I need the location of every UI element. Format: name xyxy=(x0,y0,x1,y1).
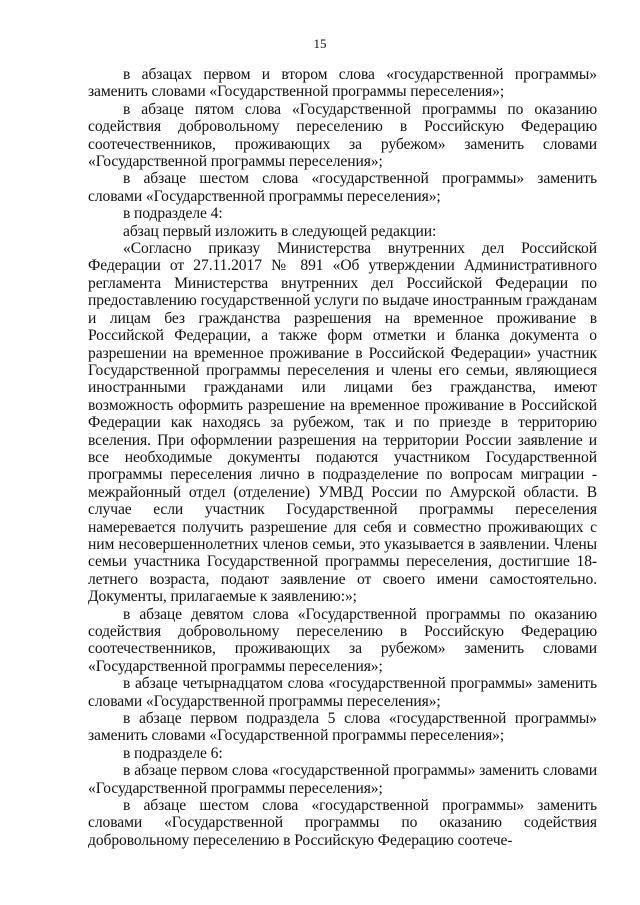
paragraph-1: в абзацах первом и втором слова «государственной программы» заменить словами «Государственной программы переселения»; xyxy=(88,66,597,101)
document-body xyxy=(88,66,597,849)
paragraph-9: в абзаце первом подраздела 5 слова «государственной программы» заменить словами «Государственной программы переселения»; xyxy=(88,710,597,745)
paragraph-2: в абзаце пятом слова «Государственной программы по оказанию содействия добровольному переселению в Российскую Федерацию соотечественников, проживающих за рубежом» заменить словами «Государственной программы переселения»; xyxy=(88,100,597,171)
paragraph-10: в подразделе 6: xyxy=(123,744,223,762)
paragraph-12: в абзаце шестом слова «государственной программы» заменить словами «Государственной программы по оказанию содействия добровольному переселению в Российскую Федерацию соотече- xyxy=(88,797,597,849)
paragraph-8: в абзаце четырнадцатом слова «государственной программы» заменить словами «Государственной программы переселения»; xyxy=(88,675,597,710)
paragraph-5: абзац первый изложить в следующей редакции: xyxy=(123,222,437,240)
paragraph-11: в абзаце первом слова «государственной программы» заменить словами «Государственной программы переселения»; xyxy=(88,762,597,797)
paragraph-7: в абзаце девятом слова «Государственной программы по оказанию содействия добровольному переселению в Российскую Федерацию соотечественников, проживающих за рубежом» заменить словами «Государственной программы переселения»; xyxy=(88,605,597,675)
page-number: 15 xyxy=(313,36,327,51)
paragraph-3: в абзаце шестом слова «государственной программы» заменить словами «Государственной программы переселения»; xyxy=(88,170,597,205)
paragraph-4: в подразделе 4: xyxy=(123,205,223,223)
paragraph-6-quoted-text: «Согласно приказу Министерства внутренних дел Российской Федерации от 27.11.2017 № 891 «Об утверждении Административного регламента Министерства внутренних дел Российской Федерации по предоставлению государственной услуги по выдаче иностранным гражданам и лицам без гражданства разрешения на временное проживание в Российской Федерации, а также форм отметки и бланка документа о разрешении на временное проживание в Российской Федерации» участник Государственной программы переселения и члены его семьи, являющиеся иностранными гражданами или лицами без гражданства, имеют возможность оформить разрешение на временное проживание в Российской Федерации как находясь за рубежом, так и по приезде в территорию вселения. При оформлении разрешения на территории России заявление и все необходимые документы подаются участником Государственной программы переселения лично в подразделение по вопросам миграции - межрайонный отдел (отделение) УМВД России по Амурской области. В случае если участник Государственной программы переселения намеревается получить разрешение для себя и совместно проживающих с ним несовершеннолетних членов семьи, это указывается в заявлении. Члены семьи участника Государственной программы переселения, достигшие 18-летнего возраста, подают заявление от своего имени самостоятельно. Документы, прилагаемые к заявлению:»; xyxy=(88,240,597,606)
